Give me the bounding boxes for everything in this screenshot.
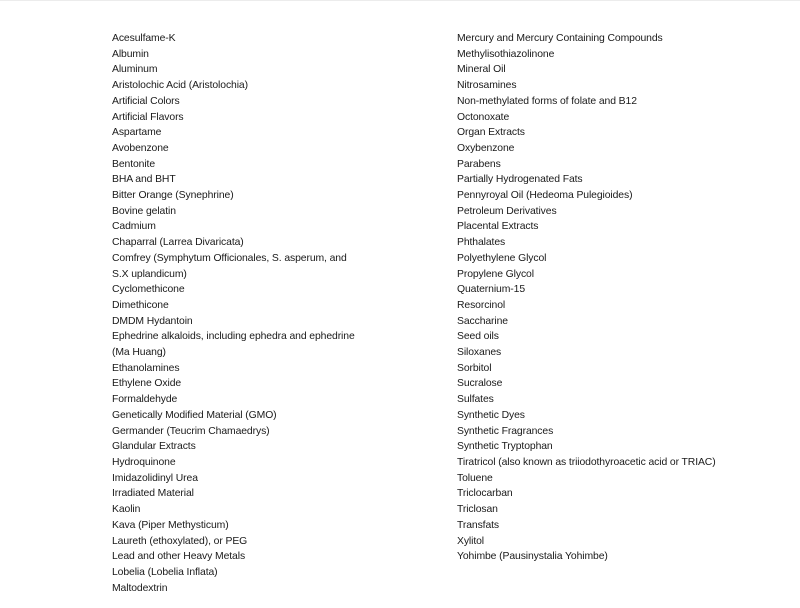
- ingredient-list-left: [112, 31, 362, 596]
- list-item: Synthetic Tryptophan: [457, 441, 553, 453]
- list-item: Nitrosamines: [457, 80, 517, 92]
- list-item: Oxybenzone: [457, 142, 515, 154]
- list-item: Hydroquinone: [112, 456, 176, 468]
- list-item: Germander (Teucrim Chamaedrys): [112, 425, 270, 437]
- list-item: Kava (Piper Methysticum): [112, 519, 229, 531]
- list-item: Glandular Extracts: [112, 441, 196, 453]
- list-item: Aspartame: [112, 127, 162, 139]
- list-item: Tiratricol (also known as triiodothyroacetic acid or TRIAC): [457, 456, 716, 468]
- list-item: Kaolin: [112, 504, 141, 516]
- list-item: Ethylene Oxide: [112, 378, 182, 390]
- list-item: Synthetic Fragrances: [457, 425, 554, 437]
- list-item: Sorbitol: [457, 362, 492, 374]
- list-item: Bentonite: [112, 158, 156, 170]
- list-item: Laureth (ethoxylated), or PEG: [112, 535, 248, 547]
- list-item: Saccharine: [457, 315, 508, 327]
- list-item: DMDM Hydantoin: [112, 315, 193, 327]
- list-item: Avobenzone: [112, 142, 169, 154]
- list-item: Albumin: [112, 48, 149, 60]
- list-item: Triclocarban: [457, 488, 513, 500]
- list-item: BHA and BHT: [112, 174, 176, 186]
- list-item: Xylitol: [457, 535, 485, 547]
- list-item: Non-methylated forms of folate and B12: [457, 95, 637, 107]
- list-item: Partially Hydrogenated Fats: [457, 174, 583, 186]
- list-item: Cadmium: [112, 221, 156, 233]
- list-item: Resorcinol: [457, 299, 506, 311]
- list-item: Toluene: [457, 472, 493, 484]
- list-item: Sucralose: [457, 378, 503, 390]
- list-item: Artificial Flavors: [112, 111, 184, 123]
- list-item: Aristolochic Acid (Aristolochia): [112, 80, 248, 92]
- list-item: Pennyroyal Oil (Hedeoma Pulegioides): [457, 190, 633, 202]
- list-item: Sulfates: [457, 394, 494, 406]
- list-item: Lobelia (Lobelia Inflata): [112, 566, 218, 578]
- list-item: Mineral Oil: [457, 64, 506, 76]
- list-item: Genetically Modified Material (GMO): [112, 409, 277, 421]
- list-item: Bovine gelatin: [112, 205, 176, 217]
- list-item: Organ Extracts: [457, 127, 525, 139]
- list-item: Ethanolamines: [112, 362, 180, 374]
- list-item: Propylene Glycol: [457, 268, 534, 280]
- list-item: Maltodextrin: [112, 582, 168, 594]
- list-item: Siloxanes: [457, 347, 502, 359]
- list-item: Mercury and Mercury Containing Compounds: [457, 33, 663, 44]
- list-item: Octonoxate: [457, 111, 510, 123]
- list-item: Triclosan: [457, 504, 498, 516]
- list-item: Formaldehyde: [112, 394, 178, 406]
- list-item: Aluminum: [112, 64, 158, 76]
- list-item: Methylisothiazolinone: [457, 48, 555, 60]
- list-item: Acesulfame-K: [112, 33, 176, 44]
- list-item: Transfats: [457, 519, 500, 531]
- ingredient-list-right: [457, 31, 757, 565]
- list-item: Parabens: [457, 158, 501, 170]
- list-item: Seed oils: [457, 331, 499, 343]
- list-item: Quaternium-15: [457, 284, 526, 296]
- list-item: Irradiated Material: [112, 488, 194, 500]
- list-item: Comfrey (Symphytum Officionales, S. asperum, and S.X uplandicum): [112, 252, 347, 280]
- list-item: Chaparral (Larrea Divaricata): [112, 237, 244, 249]
- list-item: Polyethylene Glycol: [457, 252, 547, 264]
- list-item: Placental Extracts: [457, 221, 539, 233]
- list-item: Bitter Orange (Synephrine): [112, 190, 234, 202]
- list-item: Yohimbe (Pausinystalia Yohimbe): [457, 551, 608, 563]
- list-item: Phthalates: [457, 237, 506, 249]
- list-item: Imidazolidinyl Urea: [112, 472, 198, 484]
- list-item: Cyclomethicone: [112, 284, 185, 296]
- list-item: Artificial Colors: [112, 95, 180, 107]
- list-item: Ephedrine alkaloids, including ephedra and ephedrine (Ma Huang): [112, 331, 355, 359]
- list-item: Dimethicone: [112, 299, 169, 311]
- list-item: Synthetic Dyes: [457, 409, 525, 421]
- list-item: Lead and other Heavy Metals: [112, 551, 246, 563]
- list-item: Petroleum Derivatives: [457, 205, 557, 217]
